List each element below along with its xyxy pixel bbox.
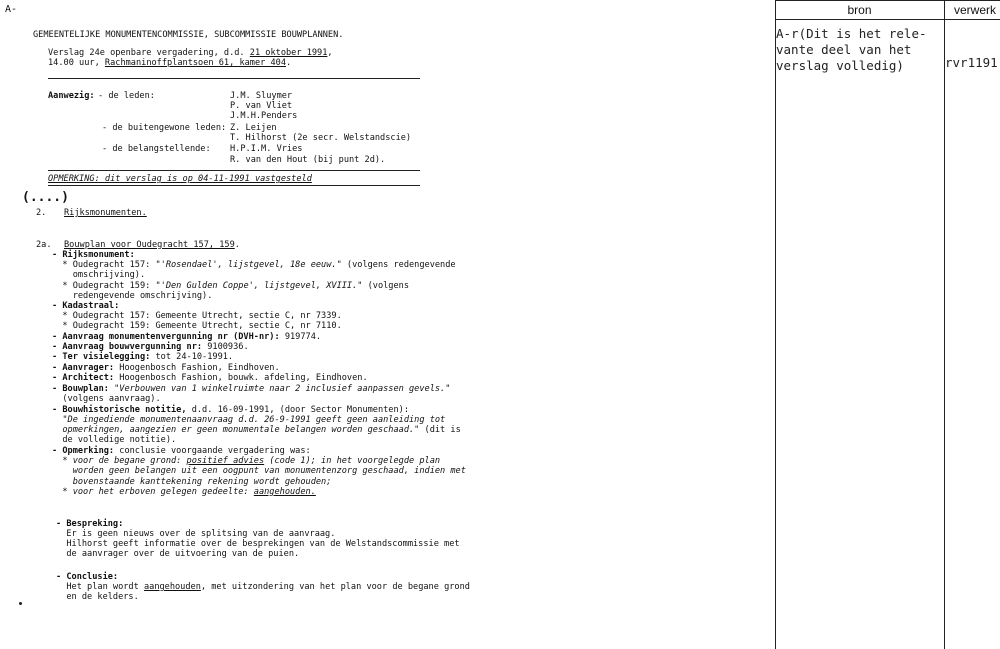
divider (48, 78, 420, 79)
opmerking-line: * voor het erboven gelegen gedeelte: aangehouden. (52, 487, 316, 497)
bron-note-line: A-r(Dit is het rele- (776, 26, 927, 41)
aanvrager-line: - Aanvrager: Hoogenbosch Fashion, Eindhoven. (52, 363, 280, 373)
kadastraal-line: * Oudegracht 157: Gemeente Utrecht, sectie C, nr 7339. (52, 311, 342, 321)
column-header-bron: bron (847, 3, 872, 17)
bespreking-label: - Bespreking: (56, 519, 124, 529)
rijksmonument-line: * Oudegracht 159: "'Den Gulden Coppe', lijstgevel, XVIII." (volgens (52, 281, 410, 291)
table-column-divider (944, 0, 945, 649)
table-top-border (775, 0, 1000, 1)
meeting-line-2: 14.00 uur, Rachmaninoffplantsoen 61, kamer 404. (48, 58, 292, 68)
conclusie-line: Het plan wordt aangehouden, met uitzondering van het plan voor de begane grond (56, 582, 470, 592)
notitie-line: opmerkingen, aangezien er geen monumentale belangen worden geschaad." (dit is (52, 425, 461, 435)
attendee: Z. Leijen (230, 123, 277, 133)
divider (48, 170, 420, 171)
architect-line: - Architect: Hoogenbosch Fashion, bouwk. afdeling, Eindhoven. (52, 373, 368, 383)
attendee: P. van Vliet (230, 101, 293, 111)
kadastraal-label: - Kadastraal: (52, 301, 120, 311)
notitie-line: de volledige notitie). (52, 435, 177, 445)
bespreking-line: Er is geen nieuws over de splitsing van de aanvraag. (56, 529, 336, 539)
divider (48, 185, 420, 186)
attendance-label: Aanwezig: (48, 91, 95, 101)
attendee: H.P.I.M. Vries (230, 144, 303, 154)
opmerking-line: bovenstaande kanttekening rekening wordt gehouden; (52, 477, 332, 487)
meeting-date: 21 oktober 1991 (249, 48, 328, 58)
meeting-line-1: Verslag 24e openbare vergadering, d.d. 21 oktober 1991, (48, 48, 333, 58)
ellipsis: (....) (22, 190, 69, 205)
bouwplan-line: (volgens aanvraag). (52, 394, 161, 404)
rijksmonument-label: - Rijksmonument: (52, 250, 135, 260)
conclusie-label: - Conclusie: (56, 572, 119, 582)
column-header-verwerk: verwerk (954, 3, 997, 17)
verwerk-code: rvr1191 (945, 55, 998, 70)
bouwplan-line: - Bouwplan: "Verbouwen van 1 winkelruimte naar 2 inclusief aanpassen gevels." (52, 384, 451, 394)
document-heading: GEMEENTELIJKE MONUMENTENCOMMISSIE, SUBCOMMISSIE BOUWPLANNEN. (33, 30, 344, 40)
notitie-line: "De ingediende monumentenaanvraag d.d. 26-9-1991 geeft geen aanleiding tot (52, 415, 446, 425)
bouwvergunning-line: - Aanvraag bouwvergunning nr: 9100936. (52, 342, 249, 352)
attendee: T. Hilhorst (2e secr. Welstandscie) (230, 133, 412, 143)
attendee: J.M. Sluymer (230, 91, 293, 101)
meeting-place: Rachmaninoffplantsoen 61, kamer 404 (104, 58, 287, 68)
notitie-line: - Bouwhistorische notitie, d.d. 16-09-1991, (door Sector Monumenten): (52, 405, 410, 415)
opmerking-line: - Opmerking: conclusie voorgaande vergadering was: (52, 446, 311, 456)
stray-dot (19, 602, 22, 605)
opmerking-line: * voor de begane grond: positief advies (code 1); in het voorgelegde plan (52, 456, 441, 466)
rijksmonument-line: redengevende omschrijving). (52, 291, 213, 301)
bron-note-line: vante deel van het (776, 42, 912, 57)
attendance-group-label: - de belangstellende: (102, 144, 211, 154)
bespreking-line: de aanvrager over de uitvoering van de puien. (56, 549, 300, 559)
kadastraal-line: * Oudegracht 159: Gemeente Utrecht, sectie C, nr 7110. (52, 321, 342, 331)
opmerking-line: worden geen belangen uit een oogpunt van monumentenzorg geschaad, indien met (52, 466, 466, 476)
table-header-border (775, 19, 1000, 20)
item-title: Bouwplan voor Oudegracht 157, 159. (64, 240, 240, 250)
section-number: 2. (36, 208, 47, 218)
corner-mark: A- (5, 4, 18, 15)
bron-note-line: verslag volledig) (776, 58, 904, 73)
item-number: 2a. (36, 240, 52, 250)
visielegging-line: - Ter visielegging: tot 24-10-1991. (52, 352, 234, 362)
aanvraag-line: - Aanvraag monumentenvergunning nr (DVH-nr): 919774. (52, 332, 322, 342)
attendee: R. van den Hout (bij punt 2d). (230, 155, 386, 165)
attendance-group-label: - de buitengewone leden: (102, 123, 227, 133)
section-title: Rijksmonumenten. (64, 208, 147, 218)
attendee: J.M.H.Penders (230, 111, 298, 121)
table-left-border (775, 0, 776, 649)
rijksmonument-line: * Oudegracht 157: "'Rosendael', lijstgevel, 18e eeuw." (volgens redengevende (52, 260, 456, 270)
remark: OPMERKING: dit verslag is op 04-11-1991 vastgesteld (48, 174, 312, 184)
bespreking-line: Hilhorst geeft informatie over de besprekingen van de Welstandscommissie met (56, 539, 460, 549)
rijksmonument-line: omschrijving). (52, 270, 146, 280)
attendance-group-label: - de leden: (98, 91, 155, 101)
conclusie-line: en de kelders. (56, 592, 139, 602)
